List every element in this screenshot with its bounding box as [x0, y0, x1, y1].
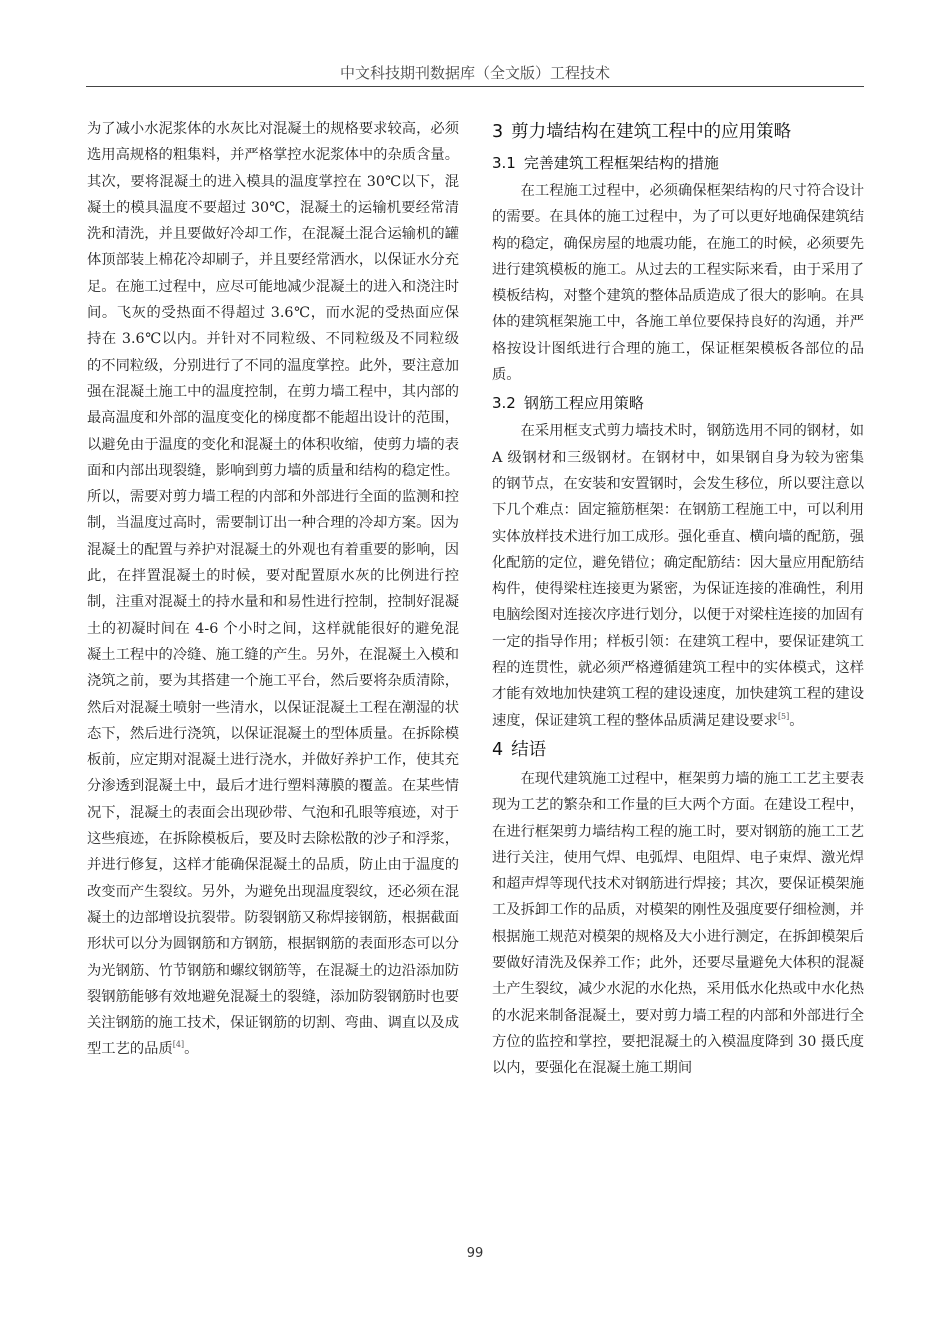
right-column — [492, 116, 864, 1082]
section-heading-4 — [492, 734, 864, 766]
left-column — [87, 116, 459, 1063]
body-paragraph: 在现代建筑施工过程中，框架剪力墙的施工工艺主要表现为工艺的繁杂和工作量的巨大两个方面。在建设工程中，在进行框架剪力墙结构工程的施工时，要对钢筋的施工工艺进行关注，使用气焊、电弧焊、电阻焊、电子束焊、激光焊和超声焊等现代技术对钢筋进行焊接；其次，要保证模架施工及拆卸工作的品质，对模架的刚性及强度要仔细检测，并根据施工规范对模架的规格及大小进行测定，在拆卸模架后要做好清洗及保养工作；此外，还要尽量避免大体积的混凝土产生裂纹，减少水泥的水化热，采用低水化热或中水化热的水泥来制备混凝土，要对剪力墙工程的内部和外部进行全方位的监控和掌控，要把混凝土的入模温度降到 30 摄氏度以内，要强化在混凝土施工期间 — [492, 770, 864, 1077]
subsection-title: 完善建筑工程框架结构的措施 — [523, 154, 719, 172]
paragraph-end: 。 — [789, 712, 804, 729]
body-paragraph: 在工程施工过程中，必须确保框架结构的尺寸符合设计的需要。在具体的施工过程中，为了可以更好地确保建筑结构的稳定，确保房屋的地震功能，在施工的时候，必须要先进行建筑模板的施工。从过去的工程实际来看，由于采用了模板结构，对整个建筑的整体品质造成了很大的影响。在具体的建筑框架施工中，各施工单位要保持良好的沟通，并严格按设计图纸进行合理的施工，保证框架模板各部位的品质。 — [492, 183, 864, 384]
subsection-title: 钢筋工程应用策略 — [523, 394, 644, 413]
body-paragraph — [492, 418, 864, 734]
section-number: 4 — [492, 739, 504, 760]
subsection-number: 3.1 — [492, 154, 516, 172]
paragraph-text: 为了减小水泥浆体的水灰比对混凝土的规格要求较高，必须选用高规格的粗集料，并严格掌控水泥浆体中的杂质含量。其次，要将混凝土的进入模具的温度掌控在 30℃以下，混凝土的模具温度不要超过 30℃，混凝土的运输机要经常清洗和清洗，并且要做好冷却工作，在混凝土混合运输机的罐体顶部装上棉花冷却刷子，并且要经常洒水，以保证水分充足。在施工过程中，应尽可能地减少混凝土的进入和浇注时间。飞灰的受热面不得超过 3.6℃，而水泥的受热面应保持在 3.6℃以内。并针对不同粒级、不同粒级及不同粒级的不同粒级，分别进行了不同的温度掌控。此外，要注意加强在混凝土施工中的温度控制，在剪力墙工程中，其内部的最高温度和外部的温度变化的梯度都不能超出设计的范围，以避免由于温度的变化和混凝土的体积收缩，使剪力墙的表面和内部出现裂缝，影响到剪力墙的质量和结构的稳定性。所以，需要对剪力墙工程的内部和外部进行全面的监测和控制，当温度过高时，需要制订出一种合理的冷却方案。因为混凝土的配置与养护对混凝土的外观也有着重要的影响，因此，在拌置混凝土的时候，要对配置原水灰的比例进行控制，注重对混凝土的持水量和和易性进行控制，控制好混凝土的初凝时间在 4-6 个小时之间，这样就能很好的避免混凝土工程中的冷缝、施工缝的产生。另外，在混凝土入模和浇筑之前，要为其搭建一个施工平台，然后要将杂质清除，然后对混凝土喷射一些清水，以保证混凝土工程在潮湿的状态下，然后进行浇筑，以保证混凝土的型体质量。在拆除模板前，应定期对混凝土进行浇水，并做好养护工作，使其充分渗透到混凝土中，最后才进行塑料薄膜的覆盖。在某些情况下，混凝土的表面会出现砂带、气泡和孔眼等痕迹，对于这些痕迹，在拆除模板后，要及时去除松散的沙子和浮浆，并进行修复，这样才能确保混凝土的品质，防止由于温度的改变而产生裂纹。另外，为避免出现温度裂纹，还必须在混凝土的边部增设抗裂带。防裂钢筋又称焊接钢筋，根据截面形状可以分为圆钢筋和方钢筋，根据钢筋的表面形态可以分为光钢筋、竹节钢筋和螺纹钢筋等，在混凝土的边沿添加防裂钢筋能够有效地避免混凝土的裂缝，添加防裂钢筋时也要关注钢筋的施工技术，保证钢筋的切割、弯曲、调直以及成型工艺的品质 — [87, 121, 459, 1058]
section-number: 3 — [492, 122, 504, 142]
body-paragraph — [87, 116, 459, 1063]
citation-ref[interactable]: [5] — [777, 711, 790, 721]
running-header: 中文科技期刊数据库（全文版）工程技术 — [86, 60, 864, 87]
subsection-heading-3-1 — [492, 148, 864, 178]
section-title: 结语 — [511, 739, 547, 760]
subsection-heading-3-2 — [492, 388, 864, 418]
citation-ref[interactable]: [4] — [172, 1040, 185, 1050]
paragraph-end: 。 — [184, 1041, 199, 1058]
section-heading-3 — [492, 116, 864, 148]
subsection-number: 3.2 — [492, 394, 516, 413]
paragraph-text: 在采用框支式剪力墙技术时，钢筋选用不同的钢材，如 A 级钢材和三级钢材。在钢材中，如果钢自身为较为密集的钢节点，在安装和安置钢时，会发生移位，所以要注意以下几个难点：固定箍筋框架：在钢筋工程施工中，可以利用实体放样技术进行加工成形。强化垂直、横向墙的配筋，强化配筋的定位，避免错位；确定配筋结：因大量应用配筋结构件，使得梁柱连接更为紧密，为保证连接的准确性，利用电脑绘图对连接次序进行划分，以便于对梁柱连接的加固有一定的指导作用；样板引领：在建筑工程中，要保证建筑工程的连贯性，就必须严格遵循建筑工程中的实体模式，这样才能有效地加快建筑工程的建设速度，加快建筑工程的建设速度，保证建筑工程的整体品质满足建设要求 — [492, 423, 864, 729]
page-number: 99 — [466, 1246, 484, 1261]
section-title: 剪力墙结构在建筑工程中的应用策略 — [511, 122, 792, 142]
